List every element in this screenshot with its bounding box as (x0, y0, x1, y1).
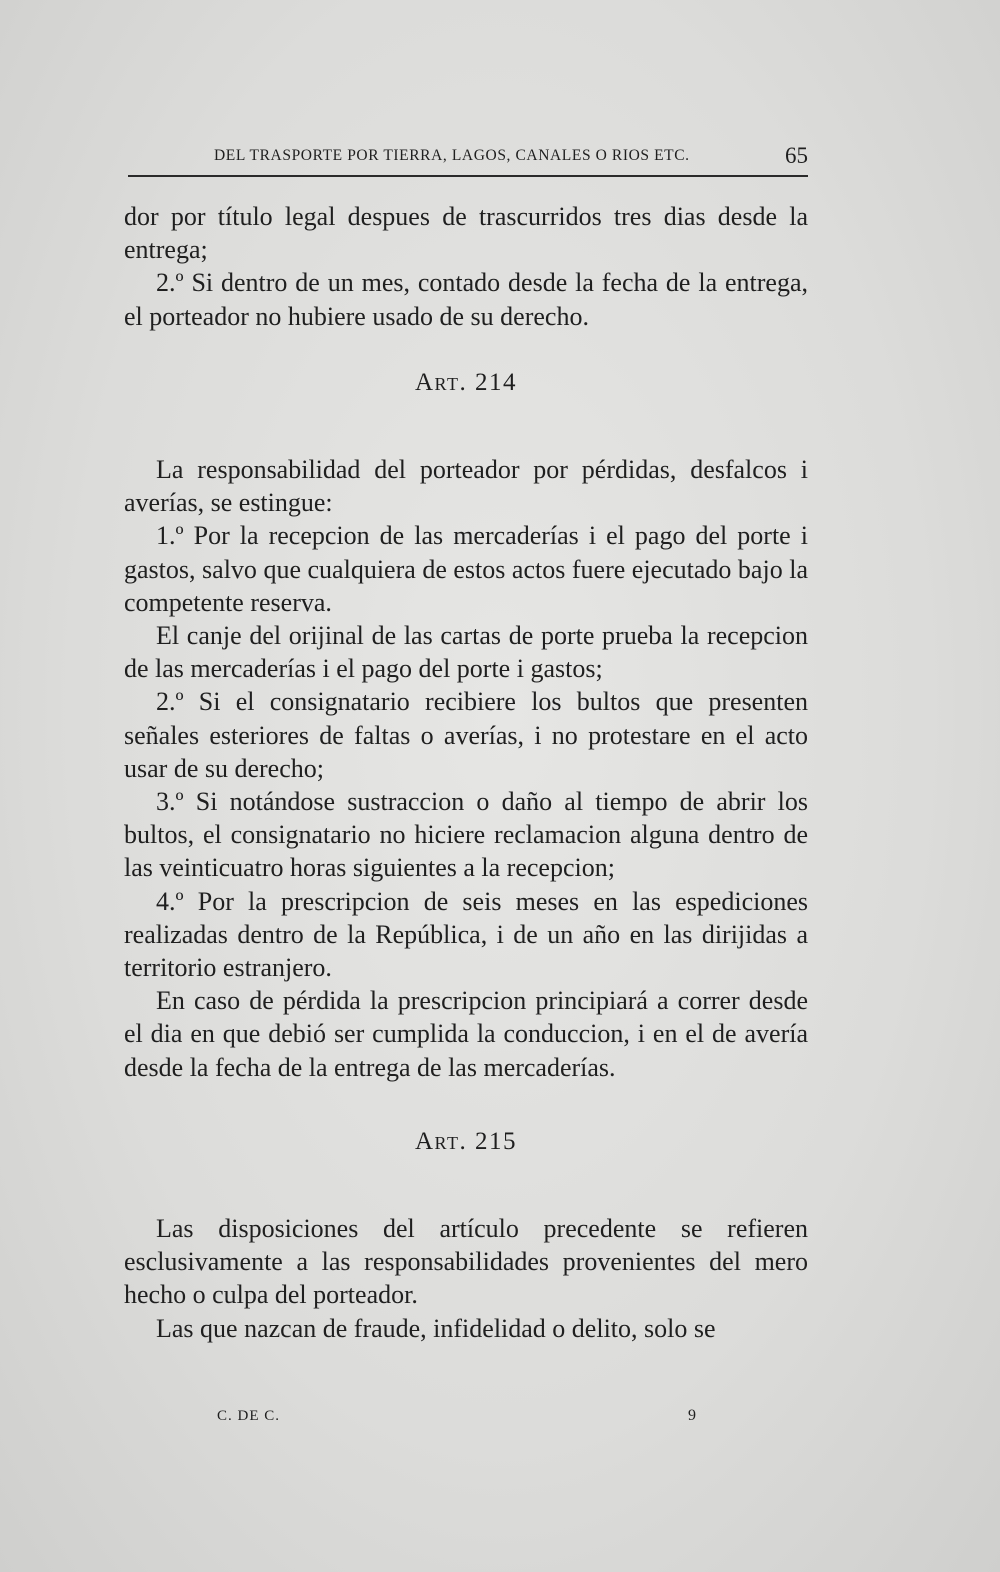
footer-sheet-number: 9 (688, 1407, 696, 1424)
article-214-item-2: 2.º Si el consignatario recibiere los bultos que presenten señales esteriores de faltas o averías, i no protestare en el acto usar de su derecho; (124, 687, 808, 783)
running-title: DEL TRASPORTE POR TIERRA, LAGOS, CANALES O RIOS ETC. (214, 147, 690, 164)
footer-signature: C. DE C. (217, 1408, 281, 1424)
article-215-paragraph-2: Las que nazcan de fraude, infidelidad o delito, solo se (156, 1313, 716, 1343)
page-body (124, 200, 808, 1345)
article-214-item-4: 4.º Por la prescripcion de seis meses en las espediciones realizadas dentro de la República, i de un año en las dirijidas a territorio estranjero. (124, 886, 808, 983)
paragraph-continuation: dor por título legal despues de trascurridos tres dias desde la entrega; (124, 202, 808, 265)
running-header (128, 143, 808, 177)
article-215-paragraph-1: Las disposiciones del artículo precedente se refieren esclusivamente a las responsabilidades provenientes del mero hecho o culpa del porteador. (124, 1214, 808, 1310)
article-214-perdida: En caso de pérdida la prescripcion principiará a correr desde el dia en que debió ser cumplida la conduccion, i en el de avería desde la fecha de la entrega de las mercaderías. (124, 986, 808, 1082)
article-214-canje: El canje del orijinal de las cartas de porte prueba la recepcion de las mercaderías i el pago del porte i gastos; (124, 621, 808, 684)
article-214-intro: La responsabilidad del porteador por pérdidas, desfalcos i averías, se estingue: (124, 455, 808, 518)
page-number: 65 (785, 143, 808, 168)
article-214-item-1: 1.º Por la recepcion de las mercaderías i el pago del porte i gastos, salvo que cualquiera de estos actos fuere ejecutado bajo la competente reserva. (124, 521, 808, 617)
article-heading-215: Art. 215 (415, 1127, 517, 1155)
article-heading-214: Art. 214 (415, 368, 517, 396)
article-214-item-3: 3.º Si notándose sustraccion o daño al tiempo de abrir los bultos, el consignatario no hiciere reclamacion alguna dentro de las veinticuatro horas siguientes a la recepcion; (124, 787, 808, 883)
paragraph-item-2: 2.º Si dentro de un mes, contado desde la fecha de la entrega, el porteador no hubiere usado de su derecho. (124, 268, 808, 331)
